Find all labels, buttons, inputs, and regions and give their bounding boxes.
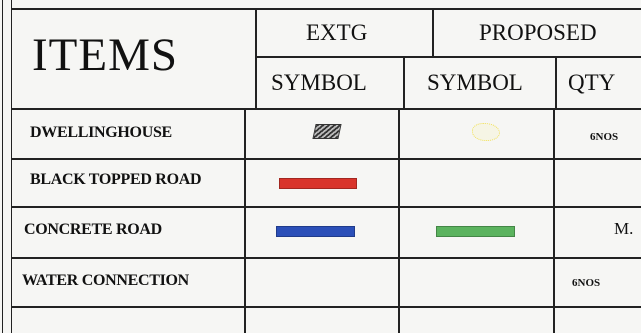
- row-divider-5: [11, 306, 641, 308]
- items-header: ITEMS: [32, 29, 178, 81]
- row-divider-2: [11, 158, 641, 160]
- row-divider-3: [11, 206, 641, 208]
- red-line-symbol: [279, 178, 357, 189]
- qty-header: QTY: [568, 70, 616, 95]
- extg-header: EXTG: [306, 20, 368, 45]
- left-border-outer: [2, 0, 3, 333]
- row-qty-water-connection: 6NOS: [572, 277, 601, 289]
- row-qty-concrete-road: M.: [614, 219, 634, 238]
- table-top-border: [11, 8, 641, 10]
- yellow-dotted-outline-icon: [472, 123, 500, 141]
- proposed-symbol-header: SYMBOL: [427, 70, 523, 95]
- col-divider-qty: [553, 108, 555, 333]
- col-divider-extg-proposed-top: [432, 8, 434, 56]
- hatched-building-icon: [312, 124, 341, 139]
- col-divider-items-top: [255, 8, 257, 108]
- row-divider-1: [11, 108, 641, 110]
- proposed-header: PROPOSED: [479, 20, 597, 45]
- extg-symbol-header: SYMBOL: [271, 70, 367, 95]
- row-label-concrete-road: CONCRETE ROAD: [24, 221, 162, 238]
- col-divider-extg-proposed: [398, 108, 400, 333]
- header-divider: [255, 56, 641, 58]
- row-label-water-connection: WATER CONNECTION: [22, 272, 189, 289]
- row-divider-4: [11, 257, 641, 259]
- green-line-symbol: [436, 226, 515, 237]
- row-label-dwellinghouse: DWELLINGHOUSE: [30, 124, 172, 141]
- left-border-inner: [11, 0, 12, 333]
- row-qty-dwellinghouse: 6NOS: [590, 131, 619, 143]
- blue-line-symbol: [276, 226, 355, 237]
- col-divider-qty-top: [555, 56, 557, 108]
- col-divider-items: [244, 108, 246, 333]
- row-label-black-topped-road: BLACK TOPPED ROAD: [30, 171, 202, 188]
- col-divider-extg-proposed-mid: [403, 56, 405, 108]
